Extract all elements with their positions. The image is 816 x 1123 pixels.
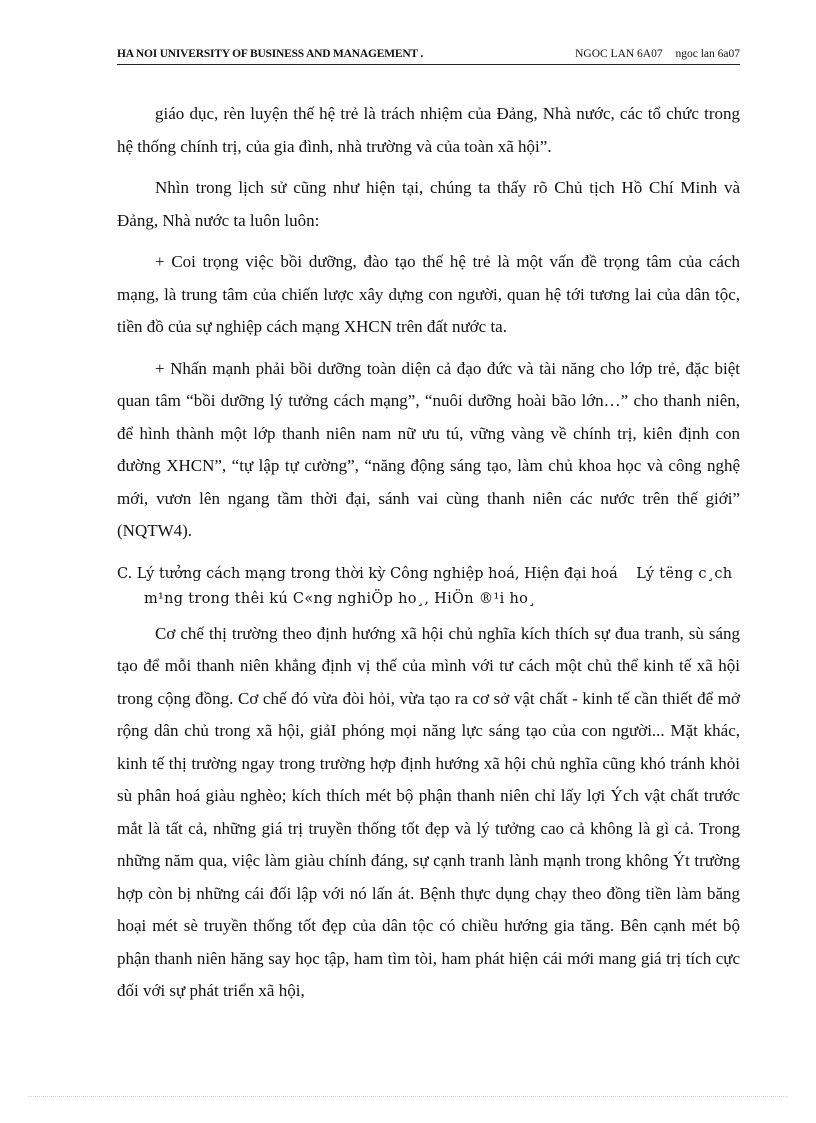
section-heading bbox=[117, 562, 740, 612]
section-heading-title: C. Lý tưởng cách mạng trong thời kỳ Công nghiệp hoá, Hiện đại hoá bbox=[117, 565, 618, 582]
header-author bbox=[565, 48, 740, 60]
paragraph-5: Cơ chế thị trường theo định hướng xã hội chủ nghĩa kích thích sự đua tranh, sù sáng tạo để mỗi thanh niên khẳng định vị thế của mình với tư cách một chủ thể kinh tế xã hội trong cộng đồng. Cơ chế đó vừa đòi hỏi, vừa tạo ra cơ sở vật chất - kinh tế cần thiết để mở rộng dân chủ trong xã hội, giảI phóng mọi năng lực sáng tạo của con người... Mặt khác, kinh tế thị trường ngay trong trường hợp định hướng xã hội chủ nghĩa cũng khó tránh khỏi sù phân hoá giàu nghèo; kích thích mét bộ phận thanh niên chỉ lấy lợi Ých vật chất trước mắt là tất cả, những giá trị truyền thống tốt đẹp và lý tưởng cao cả không là gì cả. Trong những năm qua, việc làm giàu chính đáng, sự cạnh tranh lành mạnh trong không Ýt trường hợp còn bị những cái đối lập với nó lấn át. Bệnh thực dụng chạy theo đồng tiền làm băng hoại mét sè truyền thống tốt đẹp của dân tộc có chiều hướng gia tăng. Bên cạnh mét bộ phận thanh niên hăng say học tập, ham tìm tòi, ham phát hiện cái mới mang giá trị tích cực đối với sự phát triển xã hội, bbox=[117, 623, 740, 1000]
footer-divider bbox=[28, 1096, 788, 1097]
section-heading-garbled: Lý tëng c¸ch m¹ng trong thêi kú C«ng nghiÖp ho¸, HiÖn ®¹i ho¸ bbox=[144, 565, 733, 607]
paragraph-3: + Coi trọng việc bồi dưỡng, đào tạo thế hệ trẻ là một vấn đề trọng tâm của cách mạng, là trung tâm của chiến lược xây dựng con người, quan hệ tới tương lai của dân tộc, tiền đồ của sự nghiệp cách mạng XHCN trên đất nước ta. bbox=[117, 252, 740, 336]
body-text bbox=[117, 98, 740, 1008]
header-author-upper: NGOC LAN 6A07 bbox=[575, 48, 663, 60]
paragraph-2: Nhìn trong lịch sử cũng như hiện tại, chúng ta thấy rõ Chủ tịch Hồ Chí Minh và Đảng, Nhà nước ta luôn luôn: bbox=[117, 178, 740, 230]
header-author-lower: ngoc lan 6a07 bbox=[675, 48, 740, 60]
page-header bbox=[117, 46, 740, 65]
paragraph-1: giáo dục, rèn luyện thế hệ trẻ là trách nhiệm của Đảng, Nhà nước, các tổ chức trong hệ thống chính trị, của gia đình, nhà trường và của toàn xã hội”. bbox=[117, 104, 740, 156]
paragraph-4: + Nhấn mạnh phải bồi dưỡng toàn diện cả đạo đức và tài năng cho lớp trẻ, đặc biệt quan tâm “bồi dưỡng lý tưởng cách mạng”, “nuôi dưỡng hoài bão lớn…” cho thanh niên, để hình thành một lớp thanh niên nam nữ ưu tú, vững vàng về chính trị, kiên định con đường XHCN”, “tự lập tự cường”, “năng động sáng tạo, làm chủ khoa học và công nghệ mới, vươn lên ngang tầm thời đại, sánh vai cùng thanh niên các nước trên thế giới” (NQTW4). bbox=[117, 358, 740, 540]
header-university: HA NOI UNIVERSITY OF BUSINESS AND MANAGEMENT . bbox=[117, 48, 424, 60]
